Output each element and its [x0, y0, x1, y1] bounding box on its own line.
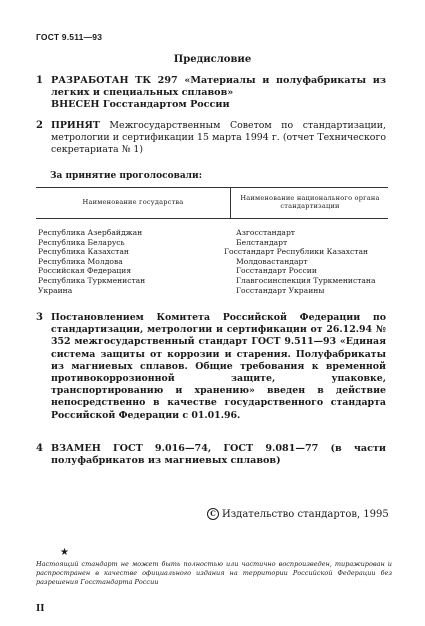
- cell-state: Республика Беларусь: [38, 237, 125, 247]
- preface-item-3: [36, 312, 386, 422]
- cell-body: Госстандарт России: [236, 266, 317, 276]
- page-number: II: [36, 604, 45, 614]
- table-row: [36, 257, 388, 267]
- cell-body: Белстандарт: [236, 237, 288, 247]
- item-number: 2: [36, 120, 43, 131]
- cell-body: Госстандарт Республики Казахстан: [224, 247, 369, 257]
- cell-state: Российская Федерация: [38, 266, 132, 276]
- copyright-line: [207, 508, 389, 520]
- cell-state: Республика Молдова: [38, 256, 123, 266]
- table-header-body: Наименование национального органа стандартизации: [240, 194, 380, 210]
- table-column-separator: [230, 187, 231, 218]
- table-row: [36, 276, 388, 286]
- cell-state: Республика Азербайджан: [38, 228, 143, 237]
- copyright-icon: C: [207, 508, 219, 520]
- preface-item-2: [36, 120, 386, 156]
- cell-body: Молдовастандарт: [236, 256, 308, 266]
- section-title: Предисловие: [173, 54, 252, 65]
- vote-title: За принятие проголосовали:: [50, 171, 203, 181]
- item-1-developed: РАЗРАБОТАН ТК 297 «Материалы и полуфабрикаты из легких и специальных сплавов»: [51, 75, 386, 98]
- table-row: [36, 247, 388, 257]
- item-number: 1: [36, 75, 43, 86]
- reproduction-notice: Настоящий стандарт не может быть полностью или частично воспроизведен, тиражирован и распространен в качестве официального издания на территории Российской Федерации без разрешения Госстандарта России: [36, 560, 392, 586]
- table-row: [36, 228, 388, 238]
- item-number: 4: [36, 443, 43, 454]
- item-2-text: Межгосударственным Советом по стандартизации, метрологии и сертификации 15 марта 1994 г. (отчет Технического секретариата № 1): [51, 120, 386, 155]
- cell-body: Госстандарт Украины: [236, 285, 325, 295]
- cell-state: Украина: [38, 285, 73, 295]
- cell-body: Главгосинспекция Туркменистана: [236, 275, 376, 285]
- cell-state: Республика Казахстан: [38, 247, 129, 257]
- item-3-text: Постановлением Комитета Российской Федерации по стандартизации, метрологии и сертификации от 26.12.94 № 352 межгосударственный стандарт ГОСТ 9.511—93 «Единая система защиты от коррозии и старения. Полуфабрикаты из магниевых сплавов. Общие требования к временной противокоррозионной защите, упаковке, транспортированию и хранению» введен в действие непосредственно в качестве государственного стандарта Российской Федерации с 01.01.96.: [51, 312, 386, 421]
- table-row: [36, 238, 388, 248]
- cell-state: Республика Туркменистан: [38, 275, 146, 285]
- item-2-lead: ПРИНЯТ: [51, 120, 100, 131]
- document-code: ГОСТ 9.511—93: [36, 32, 103, 42]
- table-header-rule: [36, 218, 388, 219]
- table-top-rule: [36, 187, 388, 188]
- table-row: [36, 286, 388, 296]
- table-header-state: Наименование государства: [82, 198, 184, 206]
- preface-item-1: [36, 75, 386, 111]
- preface-item-4: [36, 443, 386, 467]
- star-icon: ★: [60, 547, 69, 558]
- item-4-text: ВЗАМЕН ГОСТ 9.016—74, ГОСТ 9.081—77 (в части полуфабрикатов из магниевых сплавов): [51, 443, 386, 467]
- item-1-submitted: ВНЕСЕН Госстандартом России: [51, 99, 230, 110]
- copyright-text: Издательство стандартов, 1995: [222, 509, 389, 520]
- table-row: [36, 266, 388, 276]
- table-rows: [36, 228, 388, 295]
- cell-body: Азгосстандарт: [236, 228, 296, 237]
- item-number: 3: [36, 312, 43, 323]
